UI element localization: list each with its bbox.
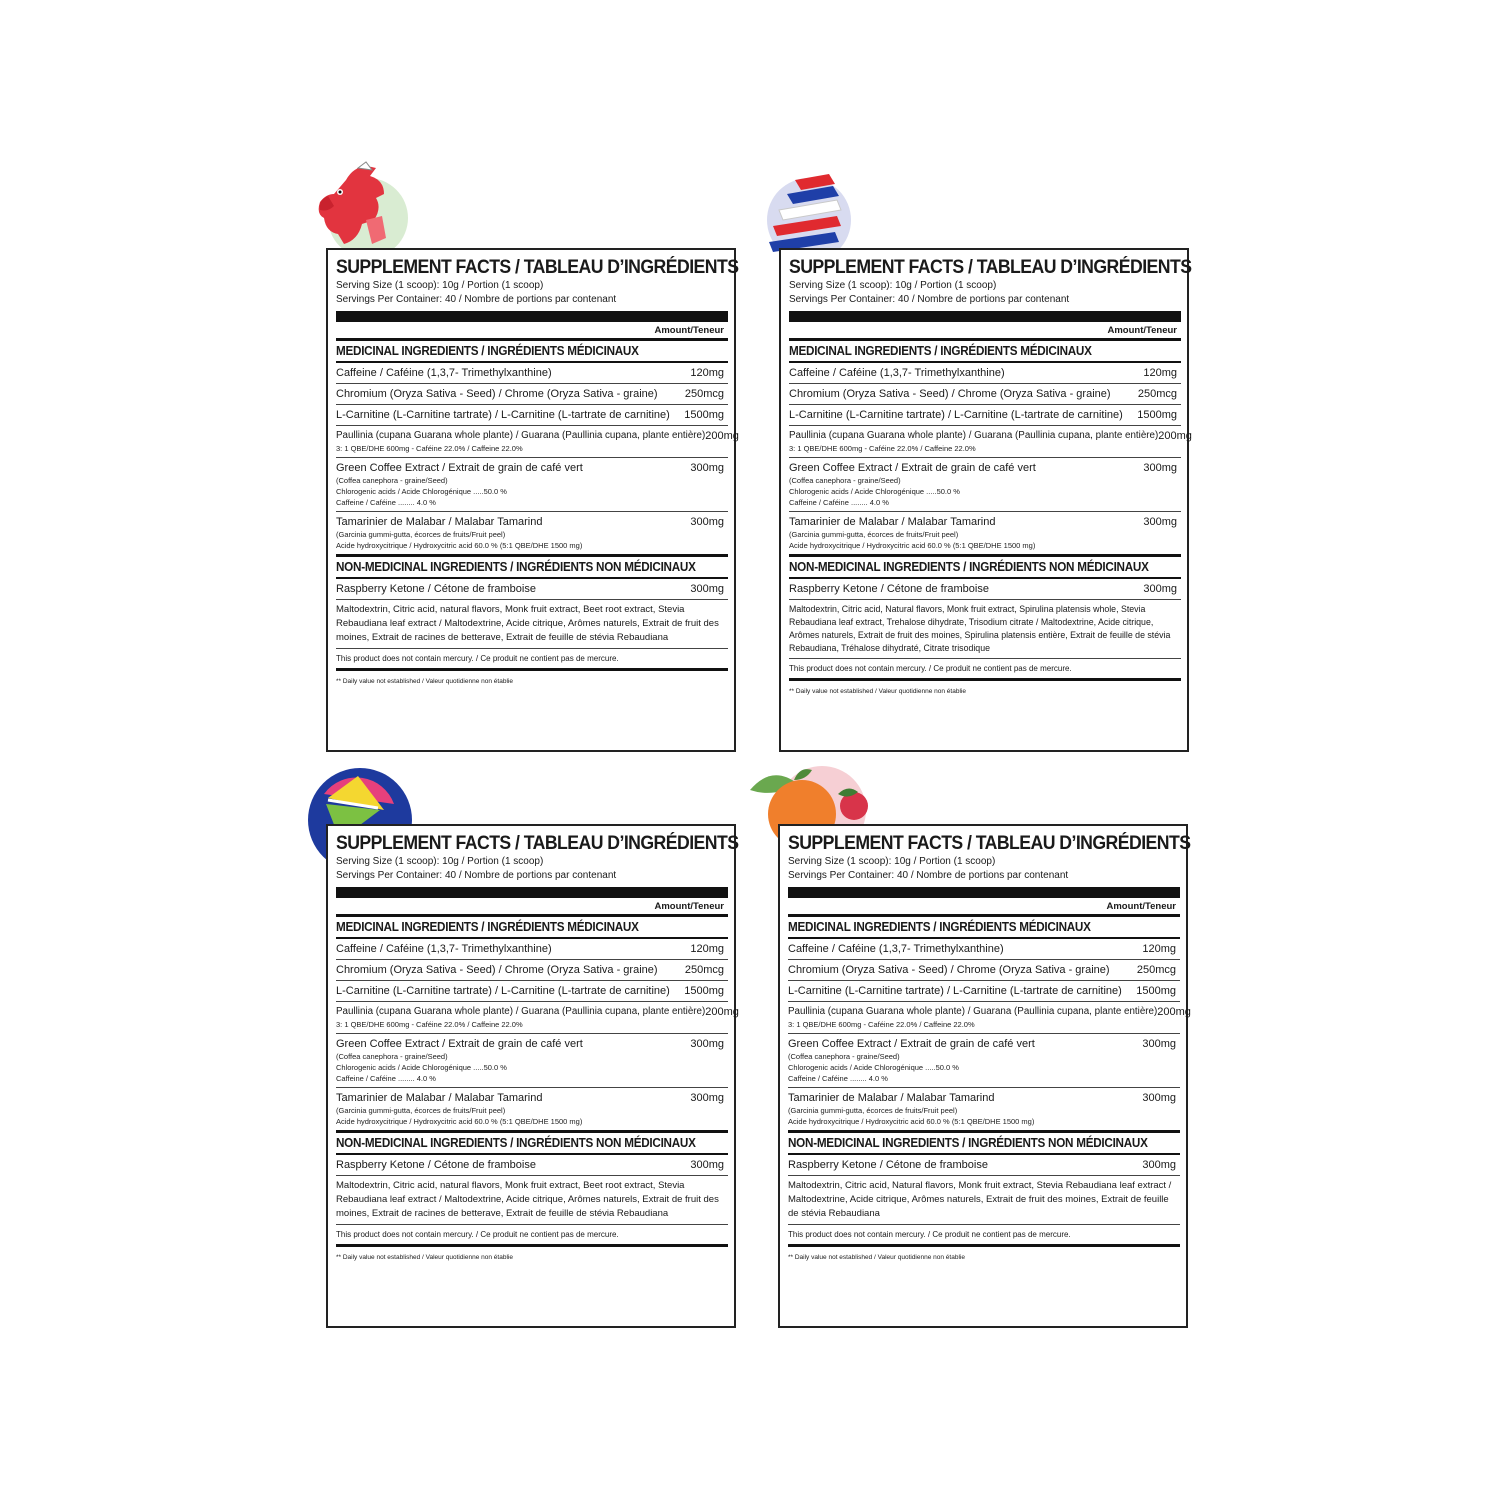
- ingredient-row: [789, 363, 1181, 384]
- ingredient-name: Paullinia (cupana Guarana whole plante) / Guarana (Paullinia cupana, plante entière): [788, 1006, 1158, 1017]
- ingredient-row: [788, 939, 1180, 960]
- facts-label: [778, 824, 1191, 1328]
- servings-per-container: Servings Per Container: 40 / Nombre de portions par contenant: [336, 294, 617, 305]
- ingredient-amount: 300mg: [690, 516, 724, 528]
- ingredient-amount: 300mg: [1143, 516, 1177, 528]
- ingredient-amount: 300mg: [1143, 583, 1177, 595]
- rocket-pop-icon: [759, 170, 869, 260]
- ingredient-name: Raspberry Ketone / Cétone de framboise: [788, 1159, 988, 1171]
- ingredient-amount: 250mcg: [1137, 388, 1177, 400]
- ingredient-detail: (Garcinia gummi-gutta, écorces de fruits/Fruit peel): [789, 530, 959, 539]
- ingredient-name: Caffeine / Caféine (1,3,7- Trimethylxanthine): [789, 367, 1005, 379]
- facts-panel-4: [778, 824, 1190, 1330]
- ingredient-detail: Chlorogenic acids / Acide Chlorogénique .....50.0 %: [788, 1063, 959, 1072]
- ingredient-detail: (Coffea canephora - graine/Seed): [788, 1052, 900, 1061]
- ingredient-row: [336, 579, 728, 600]
- amount-header: Amount/Teneur: [1107, 325, 1177, 336]
- label-title: SUPPLEMENT FACTS / TABLEAU D’INGRÉDIENTS: [788, 833, 1191, 854]
- non-medicinal-header: NON-MEDICINAL INGREDIENTS / INGRÉDIENTS NON MÉDICINAUX: [336, 1135, 696, 1150]
- ingredient-detail: Caffeine / Caféine ........ 4.0 %: [789, 498, 889, 507]
- ingredient-name: Paullinia (cupana Guarana whole plante) / Guarana (Paullinia cupana, plante entière): [336, 430, 706, 441]
- other-ingredients: Maltodextrin, Citric acid, natural flavors, Monk fruit extract, Beet root extract, Stevia Rebaudiana leaf extract / Maltodextrine, Acide citrique, Arômes naturels, Extrait de fruit des moines, Extrait de racines de betterave, Extrait de feuille de stévia Rebaudiana: [336, 1176, 728, 1225]
- other-ingredients: Maltodextrin, Citric acid, Natural flavors, Monk fruit extract, Stevia Rebaudiana leaf extract / Maltodextrine, Acide citrique, Arômes naturels, Extrait de fruit des moines, Extrait de feuille de stévia Rebaudiana: [788, 1176, 1180, 1225]
- label-title: SUPPLEMENT FACTS / TABLEAU D’INGRÉDIENTS: [789, 257, 1192, 278]
- ingredient-row: [788, 981, 1180, 1002]
- thick-divider: [336, 311, 728, 322]
- ingredient-amount: 200mg: [705, 1006, 739, 1018]
- ingredient-name: Chromium (Oryza Sativa - Seed) / Chrome (Oryza Sativa - graine): [788, 964, 1110, 976]
- label-title: SUPPLEMENT FACTS / TABLEAU D’INGRÉDIENTS: [336, 833, 739, 854]
- ingredient-row: [336, 512, 728, 554]
- ingredient-row: [336, 1034, 728, 1088]
- facts-label: [326, 248, 739, 752]
- non-medicinal-header: NON-MEDICINAL INGREDIENTS / INGRÉDIENTS NON MÉDICINAUX: [788, 1135, 1148, 1150]
- ingredient-row: [788, 1088, 1180, 1130]
- thick-divider: [788, 887, 1180, 898]
- ingredient-amount: 300mg: [690, 583, 724, 595]
- ingredient-detail: Caffeine / Caféine ........ 4.0 %: [788, 1074, 888, 1083]
- daily-value-note: ** Daily value not established / Valeur quotidienne non établie: [336, 678, 513, 685]
- facts-label: [326, 824, 739, 1328]
- ingredient-amount: 200mg: [1158, 430, 1192, 442]
- ingredient-detail: (Coffea canephora - graine/Seed): [789, 476, 901, 485]
- amount-header: Amount/Teneur: [1106, 901, 1176, 912]
- ingredient-name: L-Carnitine (L-Carnitine tartrate) / L-Carnitine (L-tartrate de carnitine): [336, 985, 670, 997]
- non-medicinal-header: NON-MEDICINAL INGREDIENTS / INGRÉDIENTS NON MÉDICINAUX: [789, 559, 1149, 574]
- facts-panel-3: [326, 824, 738, 1330]
- serving-size: Serving Size (1 scoop): 10g / Portion (1 scoop): [789, 280, 997, 291]
- ingredient-row: [336, 981, 728, 1002]
- ingredient-amount: 300mg: [1142, 1159, 1176, 1171]
- ingredient-amount: 1500mg: [1136, 985, 1176, 997]
- ingredient-detail: (Coffea canephora - graine/Seed): [336, 476, 448, 485]
- daily-value-note: ** Daily value not established / Valeur quotidienne non établie: [336, 1254, 513, 1261]
- ingredient-detail: Chlorogenic acids / Acide Chlorogénique .....50.0 %: [789, 487, 960, 496]
- ingredient-amount: 120mg: [1142, 943, 1176, 955]
- ingredient-row: [789, 426, 1192, 458]
- ingredient-row: [789, 579, 1181, 600]
- ingredient-name: Tamarinier de Malabar / Malabar Tamarind: [336, 516, 543, 528]
- medicinal-header: MEDICINAL INGREDIENTS / INGRÉDIENTS MÉDICINAUX: [336, 919, 639, 934]
- ingredient-name: Caffeine / Caféine (1,3,7- Trimethylxanthine): [336, 943, 552, 955]
- ingredient-row: [788, 1155, 1180, 1176]
- ingredient-detail: (Coffea canephora - graine/Seed): [336, 1052, 448, 1061]
- ingredient-row: [789, 405, 1181, 426]
- ingredient-amount: 300mg: [1143, 462, 1177, 474]
- serving-size: Serving Size (1 scoop): 10g / Portion (1 scoop): [788, 856, 996, 867]
- non-medicinal-header: NON-MEDICINAL INGREDIENTS / INGRÉDIENTS NON MÉDICINAUX: [336, 559, 696, 574]
- ingredient-detail: (Garcinia gummi-gutta, écorces de fruits/Fruit peel): [336, 1106, 506, 1115]
- ingredient-detail: Chlorogenic acids / Acide Chlorogénique .....50.0 %: [336, 487, 507, 496]
- dragon-icon: [306, 160, 421, 260]
- ingredient-amount: 300mg: [1142, 1038, 1176, 1050]
- medicinal-header: MEDICINAL INGREDIENTS / INGRÉDIENTS MÉDICINAUX: [336, 343, 639, 358]
- ingredient-detail: 3: 1 QBE/DHE 600mg - Caféine 22.0% / Caffeine 22.0%: [789, 444, 976, 453]
- label-title: SUPPLEMENT FACTS / TABLEAU D’INGRÉDIENTS: [336, 257, 739, 278]
- ingredient-amount: 1500mg: [684, 985, 724, 997]
- ingredient-amount: 120mg: [1143, 367, 1177, 379]
- ingredient-detail: Acide hydroxycitrique / Hydroxycitric acid 60.0 % (5:1 QBE/DHE 1500 mg): [336, 541, 583, 550]
- ingredient-name: Chromium (Oryza Sativa - Seed) / Chrome (Oryza Sativa - graine): [336, 388, 658, 400]
- ingredient-row: [336, 458, 728, 512]
- daily-value-note: ** Daily value not established / Valeur quotidienne non établie: [788, 1254, 965, 1261]
- ingredient-name: Green Coffee Extract / Extrait de grain de café vert: [788, 1038, 1035, 1050]
- facts-panel-2: [779, 248, 1191, 754]
- ingredient-amount: 250mcg: [684, 388, 724, 400]
- ingredient-amount: 300mg: [690, 1038, 724, 1050]
- ingredient-name: Raspberry Ketone / Cétone de framboise: [789, 583, 989, 595]
- mercury-statement: This product does not contain mercury. / Ce produit ne contient pas de mercure.: [336, 1230, 619, 1239]
- ingredient-name: Green Coffee Extract / Extrait de grain de café vert: [336, 1038, 583, 1050]
- ingredient-row: [789, 458, 1181, 512]
- facts-label: [779, 248, 1192, 752]
- ingredient-amount: 200mg: [705, 430, 739, 442]
- ingredient-detail: 3: 1 QBE/DHE 600mg - Caféine 22.0% / Caffeine 22.0%: [336, 1020, 523, 1029]
- ingredient-amount: 250mcg: [684, 964, 724, 976]
- servings-per-container: Servings Per Container: 40 / Nombre de portions par contenant: [336, 870, 617, 881]
- ingredient-detail: (Garcinia gummi-gutta, écorces de fruits/Fruit peel): [336, 530, 506, 539]
- ingredient-row: [336, 363, 728, 384]
- ingredient-amount: 1500mg: [1137, 409, 1177, 421]
- amount-header: Amount/Teneur: [654, 325, 724, 336]
- ingredient-amount: 300mg: [690, 462, 724, 474]
- ingredient-row: [788, 1034, 1180, 1088]
- ingredient-amount: 300mg: [1142, 1092, 1176, 1104]
- ingredient-row: [788, 960, 1180, 981]
- ingredient-row: [788, 1002, 1191, 1034]
- ingredient-row: [336, 1155, 728, 1176]
- ingredient-detail: Acide hydroxycitrique / Hydroxycitric acid 60.0 % (5:1 QBE/DHE 1500 mg): [788, 1117, 1035, 1126]
- mercury-statement: This product does not contain mercury. / Ce produit ne contient pas de mercure.: [336, 654, 619, 663]
- ingredient-amount: 300mg: [690, 1092, 724, 1104]
- ingredient-name: Chromium (Oryza Sativa - Seed) / Chrome (Oryza Sativa - graine): [336, 964, 658, 976]
- ingredient-name: Caffeine / Caféine (1,3,7- Trimethylxanthine): [788, 943, 1004, 955]
- serving-size: Serving Size (1 scoop): 10g / Portion (1 scoop): [336, 280, 544, 291]
- other-ingredients: Maltodextrin, Citric acid, natural flavors, Monk fruit extract, Beet root extract, Stevia Rebaudiana leaf extract / Maltodextrine, Acide citrique, Arômes naturels, Extrait de fruit des moines, Extrait de racines de betterave, Extrait de feuille de stévia Rebaudiana: [336, 600, 728, 649]
- medicinal-header: MEDICINAL INGREDIENTS / INGRÉDIENTS MÉDICINAUX: [788, 919, 1091, 934]
- ingredient-name: Raspberry Ketone / Cétone de framboise: [336, 583, 536, 595]
- ingredient-detail: 3: 1 QBE/DHE 600mg - Caféine 22.0% / Caffeine 22.0%: [336, 444, 523, 453]
- amount-header: Amount/Teneur: [654, 901, 724, 912]
- ingredient-row: [336, 426, 739, 458]
- servings-per-container: Servings Per Container: 40 / Nombre de portions par contenant: [788, 870, 1069, 881]
- ingredient-row: [336, 1002, 739, 1034]
- ingredient-row: [336, 960, 728, 981]
- facts-panel-1: [326, 248, 738, 754]
- ingredient-detail: Caffeine / Caféine ........ 4.0 %: [336, 498, 436, 507]
- thick-divider: [789, 311, 1181, 322]
- thick-divider: [336, 887, 728, 898]
- mercury-statement: This product does not contain mercury. / Ce produit ne contient pas de mercure.: [789, 664, 1072, 673]
- ingredient-row: [336, 1088, 728, 1130]
- ingredient-name: Tamarinier de Malabar / Malabar Tamarind: [789, 516, 996, 528]
- ingredient-detail: Chlorogenic acids / Acide Chlorogénique .....50.0 %: [336, 1063, 507, 1072]
- medicinal-header: MEDICINAL INGREDIENTS / INGRÉDIENTS MÉDICINAUX: [789, 343, 1092, 358]
- ingredient-name: Caffeine / Caféine (1,3,7- Trimethylxanthine): [336, 367, 552, 379]
- ingredient-detail: Caffeine / Caféine ........ 4.0 %: [336, 1074, 436, 1083]
- other-ingredients: Maltodextrin, Citric acid, Natural flavors, Monk fruit extract, Spirulina platensis whole, Stevia Rebaudiana leaf extract, Trehalose dihydrate, Trisodium citrate / Maltodextrine, Acide citrique, Arômes naturels, Extrait de fruit des moines, Spirulina platensis entière, Extrait de feuille de stévia Rebaudiana, Tréhalose dihydraté, Citrate trisodique: [789, 600, 1181, 659]
- ingredient-detail: Acide hydroxycitrique / Hydroxycitric acid 60.0 % (5:1 QBE/DHE 1500 mg): [336, 1117, 583, 1126]
- ingredient-name: Tamarinier de Malabar / Malabar Tamarind: [788, 1092, 995, 1104]
- ingredient-detail: 3: 1 QBE/DHE 600mg - Caféine 22.0% / Caffeine 22.0%: [788, 1020, 975, 1029]
- ingredient-row: [789, 384, 1181, 405]
- ingredient-name: Paullinia (cupana Guarana whole plante) / Guarana (Paullinia cupana, plante entière): [789, 430, 1159, 441]
- ingredient-detail: (Garcinia gummi-gutta, écorces de fruits/Fruit peel): [788, 1106, 958, 1115]
- ingredient-name: L-Carnitine (L-Carnitine tartrate) / L-Carnitine (L-tartrate de carnitine): [336, 409, 670, 421]
- ingredient-amount: 1500mg: [684, 409, 724, 421]
- serving-size: Serving Size (1 scoop): 10g / Portion (1 scoop): [336, 856, 544, 867]
- ingredient-name: Raspberry Ketone / Cétone de framboise: [336, 1159, 536, 1171]
- ingredient-amount: 120mg: [690, 367, 724, 379]
- ingredient-amount: 200mg: [1157, 1006, 1191, 1018]
- ingredient-amount: 250mcg: [1136, 964, 1176, 976]
- ingredient-name: Chromium (Oryza Sativa - Seed) / Chrome (Oryza Sativa - graine): [789, 388, 1111, 400]
- ingredient-name: L-Carnitine (L-Carnitine tartrate) / L-Carnitine (L-tartrate de carnitine): [789, 409, 1123, 421]
- ingredient-row: [336, 405, 728, 426]
- ingredient-name: Green Coffee Extract / Extrait de grain de café vert: [789, 462, 1036, 474]
- ingredient-detail: Acide hydroxycitrique / Hydroxycitric acid 60.0 % (5:1 QBE/DHE 1500 mg): [789, 541, 1036, 550]
- ingredient-row: [789, 512, 1181, 554]
- servings-per-container: Servings Per Container: 40 / Nombre de portions par contenant: [789, 294, 1070, 305]
- daily-value-note: ** Daily value not established / Valeur quotidienne non établie: [789, 688, 966, 695]
- ingredient-row: [336, 384, 728, 405]
- ingredient-name: L-Carnitine (L-Carnitine tartrate) / L-Carnitine (L-tartrate de carnitine): [788, 985, 1122, 997]
- ingredient-name: Green Coffee Extract / Extrait de grain de café vert: [336, 462, 583, 474]
- mercury-statement: This product does not contain mercury. / Ce produit ne contient pas de mercure.: [788, 1230, 1071, 1239]
- ingredient-amount: 120mg: [690, 943, 724, 955]
- ingredient-name: Paullinia (cupana Guarana whole plante) / Guarana (Paullinia cupana, plante entière): [336, 1006, 706, 1017]
- ingredient-name: Tamarinier de Malabar / Malabar Tamarind: [336, 1092, 543, 1104]
- ingredient-amount: 300mg: [690, 1159, 724, 1171]
- ingredient-row: [336, 939, 728, 960]
